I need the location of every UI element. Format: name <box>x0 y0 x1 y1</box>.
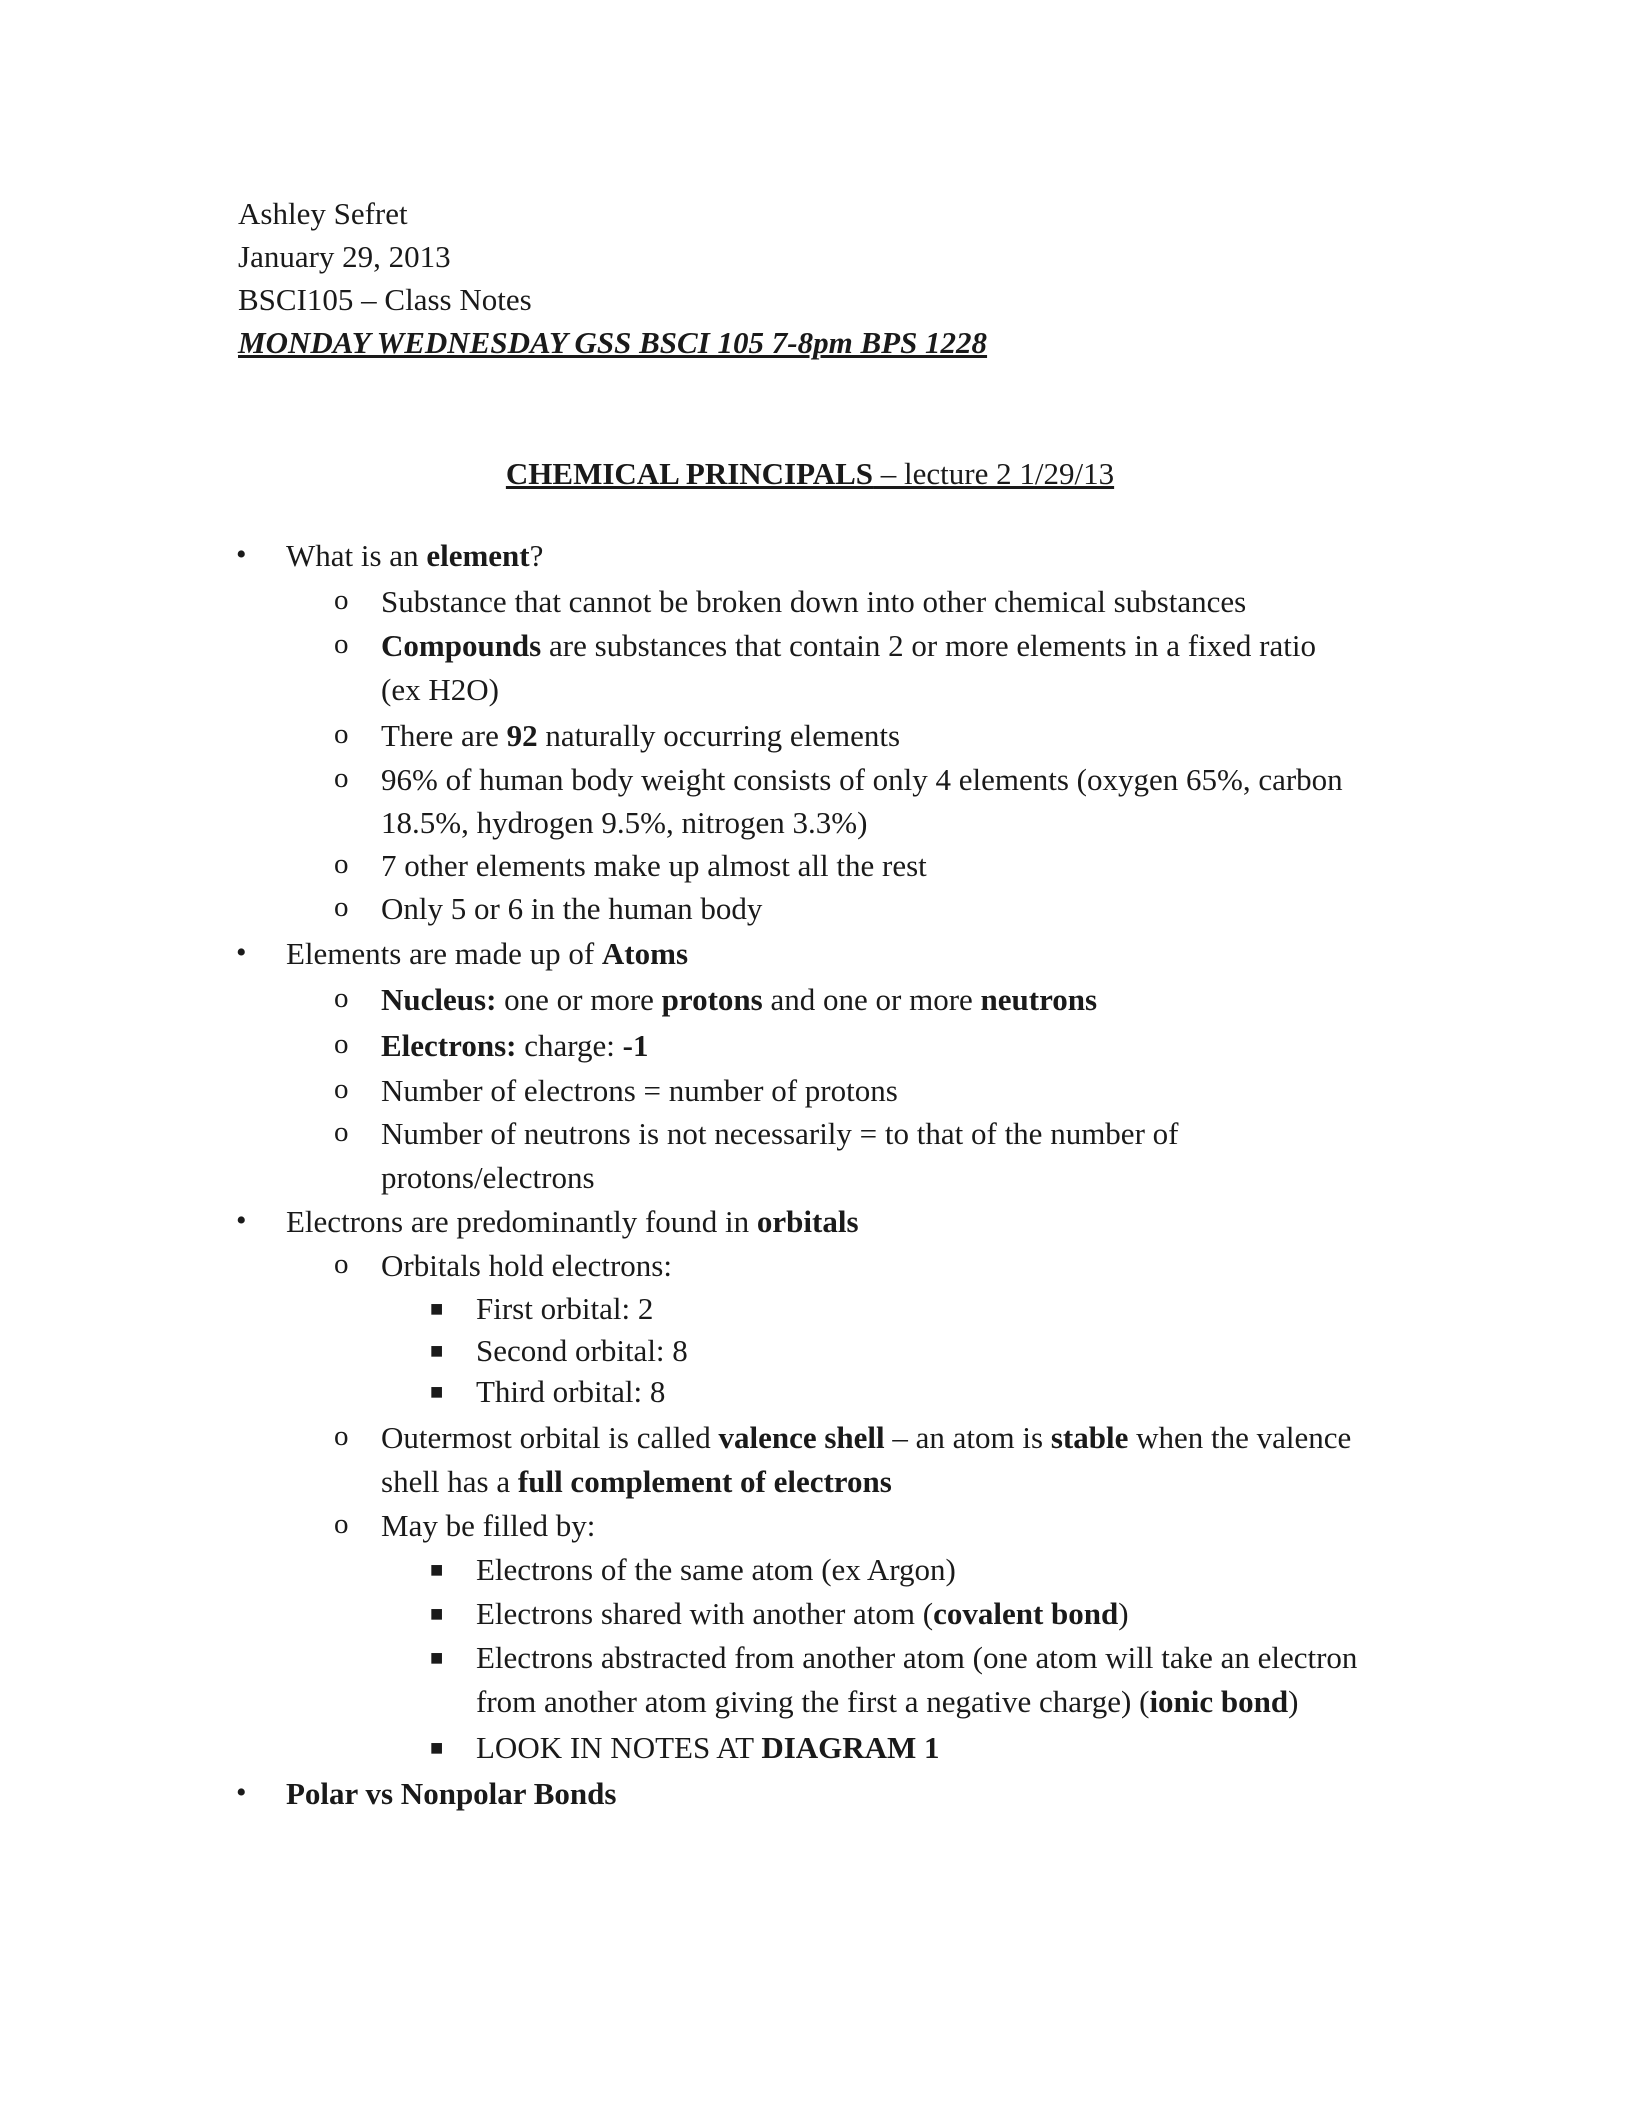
item-bold: Compounds <box>381 628 542 663</box>
circle-marker: o <box>334 1248 349 1280</box>
item-text: Number of neutrons is not necessarily = to that of the number of <box>381 1116 1179 1151</box>
item-bold: full complement of electrons <box>517 1464 892 1499</box>
item-text: naturally occurring elements <box>537 718 901 753</box>
item-bold: Atoms <box>601 936 689 971</box>
circle-marker: o <box>334 982 349 1014</box>
item-text: protons/electrons <box>381 1160 595 1195</box>
item-bold: Nucleus: <box>381 982 497 1017</box>
item-bold: protons <box>661 982 763 1017</box>
bullet-marker: • <box>236 1204 247 1237</box>
page-title <box>0 452 1620 495</box>
item-text: when the valence <box>1128 1420 1352 1455</box>
circle-marker: o <box>334 1116 349 1148</box>
item-text: Second orbital: 8 <box>476 1333 688 1368</box>
item-bold: ionic bond <box>1149 1684 1289 1719</box>
item-text: Electrons of the same atom (ex Argon) <box>476 1552 956 1587</box>
circle-marker: o <box>334 1073 349 1105</box>
item-text: 96% of human body weight consists of only 4 elements (oxygen 65%, carbon <box>381 762 1343 797</box>
circle-marker: o <box>334 584 349 616</box>
item-text: 7 other elements make up almost all the rest <box>381 848 927 883</box>
item-text: – an atom is <box>884 1420 1051 1455</box>
item-text: Number of electrons = number of protons <box>381 1073 898 1108</box>
circle-marker: o <box>334 891 349 923</box>
item-text: Electrons shared with another atom ( <box>476 1596 934 1631</box>
item-text: May be filled by: <box>381 1508 596 1543</box>
square-marker: ■ <box>430 1338 444 1363</box>
item-text: Substance that cannot be broken down into other chemical substances <box>381 584 1247 619</box>
bullet-marker: • <box>236 538 247 571</box>
item-text: 18.5%, hydrogen 9.5%, nitrogen 3.3%) <box>381 805 868 840</box>
item-text: and one or more <box>762 982 981 1017</box>
title-sub: – lecture 2 1/29/13 <box>873 456 1115 491</box>
gss-schedule: MONDAY WEDNESDAY GSS BSCI 105 7-8pm BPS 1228 <box>238 325 988 360</box>
item-text: from another atom giving the first a negative charge) ( <box>476 1684 1150 1719</box>
item-text: ) <box>1288 1684 1299 1719</box>
item-text: ) <box>1118 1596 1129 1631</box>
square-marker: ■ <box>430 1735 444 1760</box>
item-bold: DIAGRAM 1 <box>761 1730 940 1765</box>
item-bold: orbitals <box>756 1204 859 1239</box>
circle-marker: o <box>334 1028 349 1060</box>
item-bold: -1 <box>622 1028 649 1063</box>
bullet-marker: • <box>236 936 247 969</box>
item-text: There are <box>381 718 507 753</box>
square-marker: ■ <box>430 1379 444 1404</box>
item-bold: stable <box>1050 1420 1129 1455</box>
item-text: First orbital: 2 <box>476 1291 654 1326</box>
course-label: BSCI105 – Class Notes <box>238 282 532 317</box>
item-bold: Polar vs Nonpolar Bonds <box>286 1776 617 1811</box>
item-text: Only 5 or 6 in the human body <box>381 891 763 926</box>
item-bold: covalent bond <box>933 1596 1119 1631</box>
item-text: are substances that contain 2 or more elements in a fixed ratio <box>541 628 1316 663</box>
item-bold: element <box>426 538 530 573</box>
item-bold: valence shell <box>718 1420 885 1455</box>
item-bold: 92 <box>506 718 538 753</box>
item-text: Electrons abstracted from another atom (one atom will take an electron <box>476 1640 1358 1675</box>
item-text: Elements are made up of <box>286 936 602 971</box>
item-text: LOOK IN NOTES AT <box>476 1730 762 1765</box>
circle-marker: o <box>334 1420 349 1452</box>
item-text: charge: <box>516 1028 623 1063</box>
item-text: shell has a <box>381 1464 518 1499</box>
circle-marker: o <box>334 718 349 750</box>
item-text: Outermost orbital is called <box>381 1420 719 1455</box>
item-bold: neutrons <box>980 982 1098 1017</box>
circle-marker: o <box>334 848 349 880</box>
square-marker: ■ <box>430 1296 444 1321</box>
square-marker: ■ <box>430 1601 444 1626</box>
header-block <box>238 192 987 364</box>
item-text: Orbitals hold electrons: <box>381 1248 672 1283</box>
item-text: What is an <box>286 538 427 573</box>
item-text: Electrons are predominantly found in <box>286 1204 757 1239</box>
note-date: January 29, 2013 <box>238 239 451 274</box>
item-bold: Electrons: <box>381 1028 517 1063</box>
title-main: CHEMICAL PRINCIPALS <box>505 456 874 491</box>
bullet-marker: • <box>236 1776 247 1809</box>
item-text: ? <box>529 538 544 573</box>
circle-marker: o <box>334 762 349 794</box>
author-name: Ashley Sefret <box>238 196 408 231</box>
item-text: one or more <box>496 982 662 1017</box>
square-marker: ■ <box>430 1557 444 1582</box>
circle-marker: o <box>334 1508 349 1540</box>
item-text: (ex H2O) <box>381 672 499 707</box>
circle-marker: o <box>334 628 349 660</box>
square-marker: ■ <box>430 1645 444 1670</box>
item-text: Third orbital: 8 <box>476 1374 666 1409</box>
